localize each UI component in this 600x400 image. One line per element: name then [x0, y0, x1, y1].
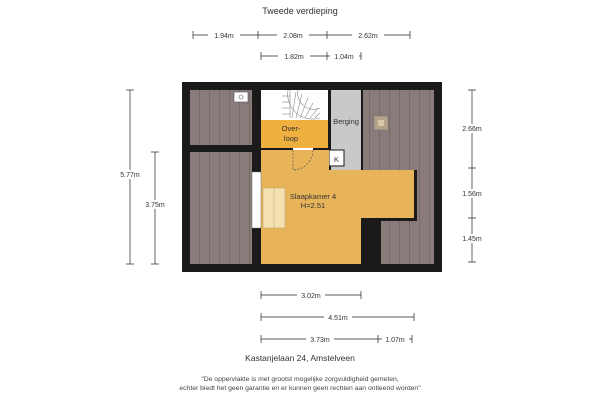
dim-top-2: 2.08m	[283, 33, 303, 40]
room-height-bedroom: H=2.51	[300, 201, 326, 210]
dim-right-1: 2.66m	[462, 126, 482, 133]
dim-bottom-4: 1.07m	[385, 337, 405, 344]
stairwell	[261, 90, 329, 120]
dim-left-1: 5.77m	[120, 172, 140, 179]
dim-left-2: 3.75m	[145, 202, 165, 209]
dim-top-1: 1.94m	[214, 33, 234, 40]
dim-top-3: 2.62m	[358, 33, 378, 40]
disclaimer-line-2: echter biedt het geen garantie en er kunnen geen rechten aan ontleend worden"	[179, 385, 421, 392]
sink-icon	[234, 92, 248, 102]
bedroom-wall-step	[361, 218, 364, 264]
dim-right-3: 1.45m	[462, 236, 482, 243]
floor-left-lower	[190, 152, 252, 264]
room-label-landing-2: loop	[283, 134, 299, 143]
room-label-storage: Berging	[333, 117, 359, 126]
bedroom-door-opening	[293, 148, 313, 150]
bedroom-wall-bottomright	[361, 218, 417, 221]
inner-wall-h	[190, 145, 256, 152]
storage-wall	[328, 90, 331, 148]
dim-right-2: 1.56m	[462, 191, 482, 198]
storage-wall-right	[361, 90, 363, 170]
floor-title: Tweede verdieping	[262, 6, 338, 16]
room-label-bedroom: Slaapkamer 4	[289, 192, 337, 201]
dim-bottom-2: 4.51m	[328, 315, 348, 322]
room-label-landing-1: Over-	[281, 124, 301, 133]
disclaimer-line-1: "De oppervlakte is met grootst mogelijke zorgvuldigheid gemeten,	[201, 376, 399, 383]
floor-bottom-right	[381, 220, 434, 264]
skylight-inner	[378, 120, 384, 126]
window-left	[252, 172, 261, 228]
dim-bottom-3: 3.73m	[310, 337, 330, 344]
bedroom-wall-right	[414, 170, 417, 220]
address: Kastanjelaan 24, Amstelveen	[245, 353, 355, 363]
dim-top-5: 1.04m	[334, 54, 354, 61]
dim-top-4: 1.82m	[284, 54, 304, 61]
dim-bottom-1: 3.02m	[301, 293, 321, 300]
room-label-meter-cupboard: K	[333, 155, 340, 164]
